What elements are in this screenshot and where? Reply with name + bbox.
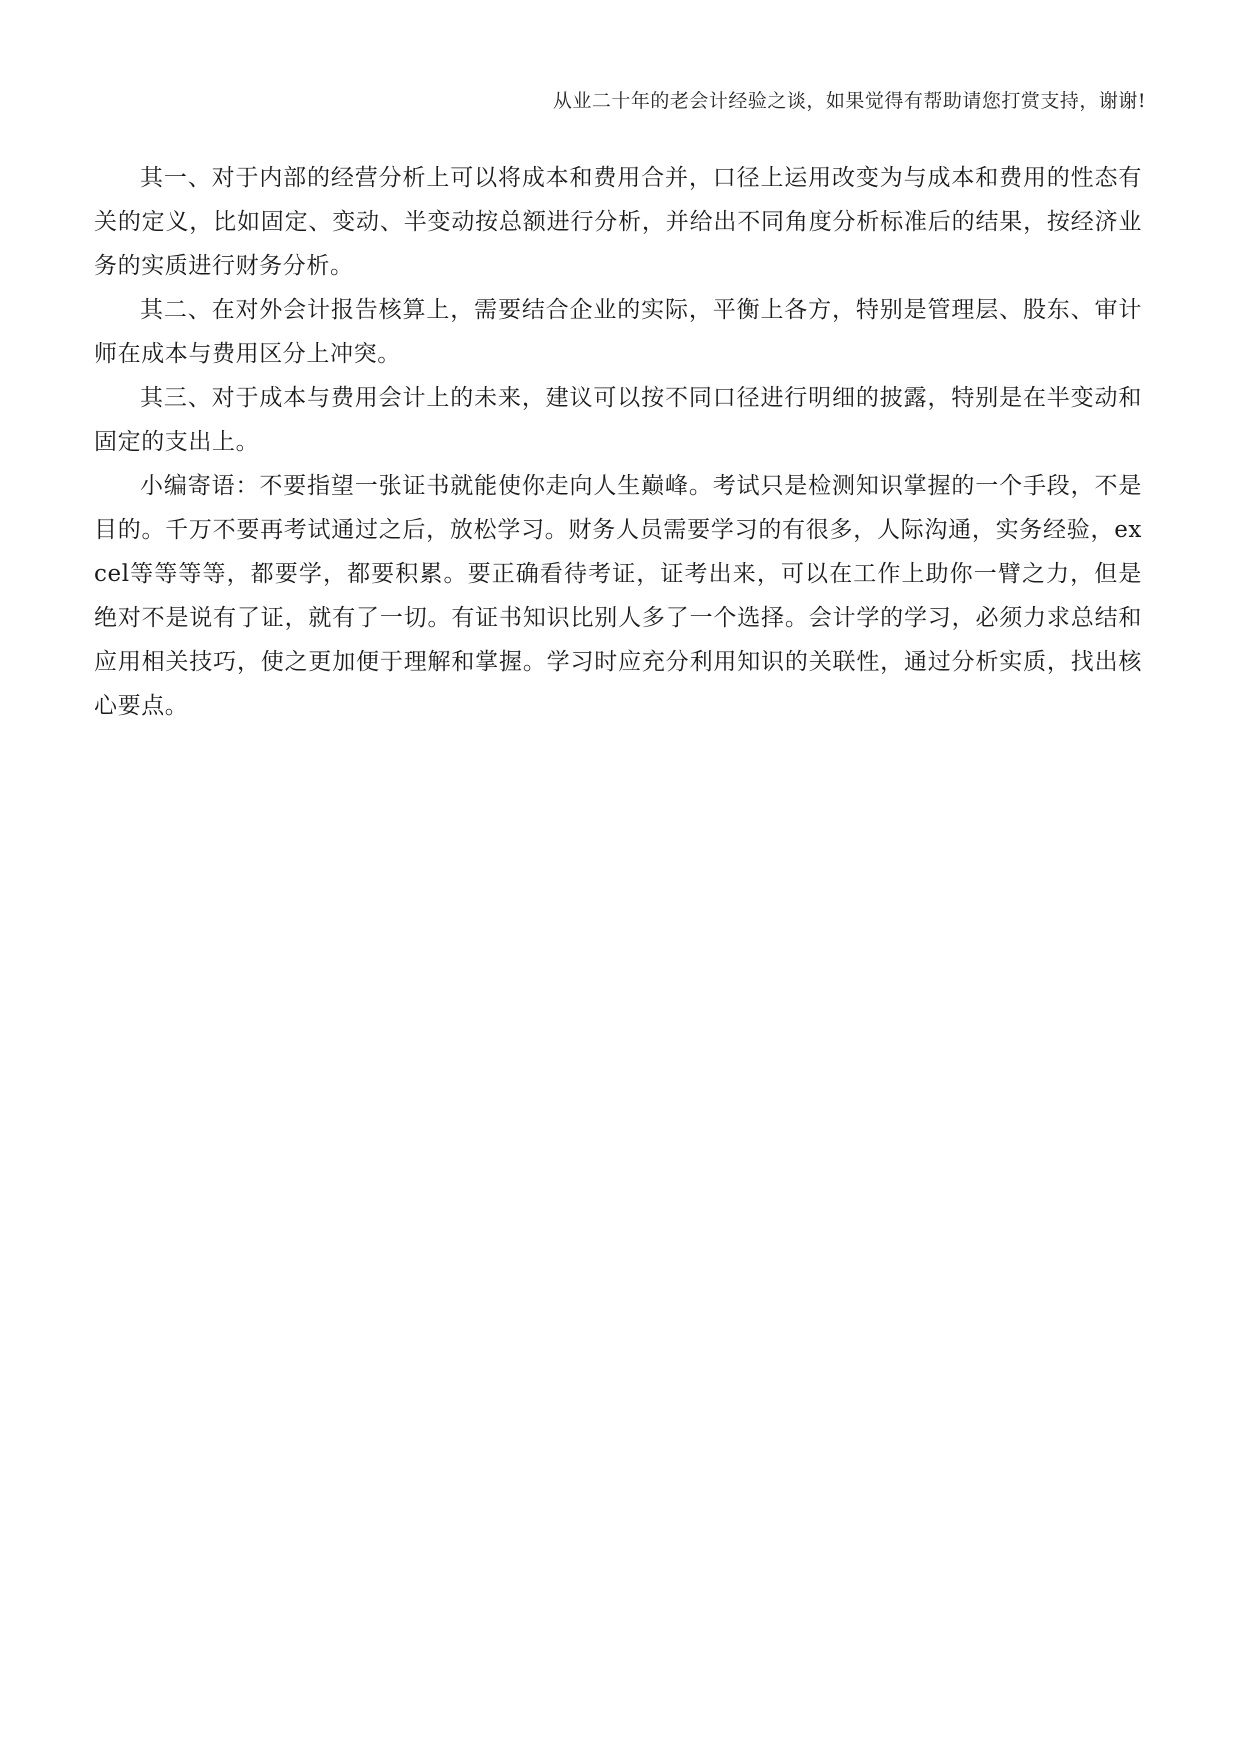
header-note: 从业二十年的老会计经验之谈，如果觉得有帮助请您打赏支持，谢谢! [552, 90, 1146, 112]
document-body [94, 156, 1142, 728]
paragraph-point-three: 其三、对于成本与费用会计上的未来，建议可以按不同口径进行明细的披露，特别是在半变动和固定的支出上。 [94, 385, 1142, 455]
paragraph-point-two: 其二、在对外会计报告核算上，需要结合企业的实际，平衡上各方，特别是管理层、股东、审计师在成本与费用区分上冲突。 [94, 297, 1142, 367]
paragraph-editor-note: 小编寄语：不要指望一张证书就能使你走向人生巅峰。考试只是检测知识掌握的一个手段，不是目的。千万不要再考试通过之后，放松学习。财务人员需要学习的有很多，人际沟通，实务经验，excel等等等等，都要学，都要积累。要正确看待考证，证考出来，可以在工作上助你一臂之力，但是绝对不是说有了证，就有了一切。有证书知识比别人多了一个选择。会计学的学习，必须力求总结和应用相关技巧，使之更加便于理解和掌握。学习时应充分利用知识的关联性，通过分析实质，找出核心要点。 [94, 473, 1142, 719]
paragraph-point-one: 其一、对于内部的经营分析上可以将成本和费用合并，口径上运用改变为与成本和费用的性态有关的定义，比如固定、变动、半变动按总额进行分析，并给出不同角度分析标准后的结果，按经济业务的实质进行财务分析。 [94, 165, 1142, 279]
